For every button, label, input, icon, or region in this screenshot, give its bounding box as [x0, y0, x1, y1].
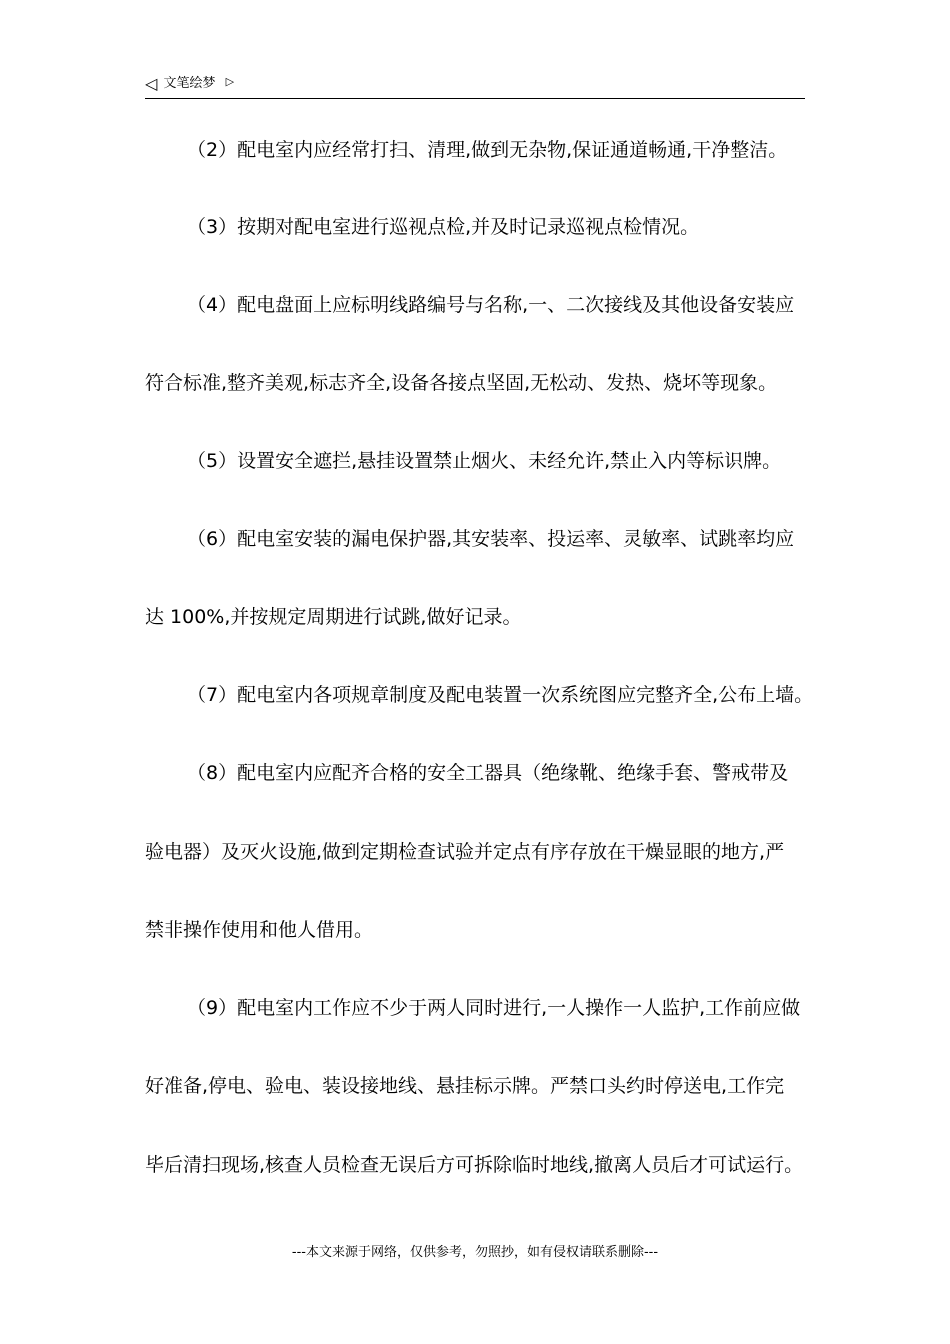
- paragraph-4-line-2: 符合标准,整齐美观,标志齐全,设备各接点坚固,无松动、发热、烧坏等现象。: [145, 372, 778, 394]
- paragraph-8-line-1: （8）配电室内应配齐合格的安全工器具（绝缘靴、绝缘手套、警戒带及: [187, 762, 789, 784]
- left-triangle-icon: ◁: [145, 74, 158, 93]
- paragraph-3-line-1: （3）按期对配电室进行巡视点检,并及时记录巡视点检情况。: [187, 216, 700, 238]
- paragraph-7-line-1: （7）配电室内各项规章制度及配电装置一次系统图应完整齐全,公布上墙。: [187, 684, 814, 706]
- paragraph-8-line-3: 禁非操作使用和他人借用。: [145, 919, 374, 941]
- paragraph-2-line-1: （2）配电室内应经常打扫、清理,做到无杂物,保证通道畅通,干净整洁。: [187, 139, 788, 161]
- paragraph-8-line-2: 验电器）及灭火设施,做到定期检查试验并定点有序存放在干燥显眼的地方,严: [145, 841, 785, 863]
- paragraph-4-line-1: （4）配电盘面上应标明线路编号与名称,一、二次接线及其他设备安装应: [187, 294, 795, 316]
- paragraph-6-line-2: 达 100%,并按规定周期进行试跳,做好记录。: [145, 606, 522, 628]
- page-footer: ---本文来源于网络，仅供参考，勿照抄，如有侵权请联系删除---: [291, 1245, 659, 1260]
- paragraph-6-line-1: （6）配电室安装的漏电保护器,其安装率、投运率、灵敏率、试跳率均应: [187, 528, 795, 550]
- header-title: 文笔绘梦: [163, 76, 216, 91]
- paragraph-9-line-3: 毕后清扫现场,核查人员检查无误后方可拆除临时地线,撤离人员后才可试运行。: [145, 1154, 804, 1176]
- paragraph-9-line-1: （9）配电室内工作应不少于两人同时进行,一人操作一人监护,工作前应做: [187, 997, 801, 1019]
- right-triangle-icon: ▷: [225, 75, 235, 88]
- paragraph-9-line-2: 好准备,停电、验电、装设接地线、悬挂标示牌。严禁口头约时停送电,工作完: [145, 1075, 785, 1097]
- paragraph-5-line-1: （5）设置安全遮拦,悬挂设置禁止烟火、未经允许,禁止入内等标识牌。: [187, 450, 782, 472]
- page-header: [145, 74, 805, 99]
